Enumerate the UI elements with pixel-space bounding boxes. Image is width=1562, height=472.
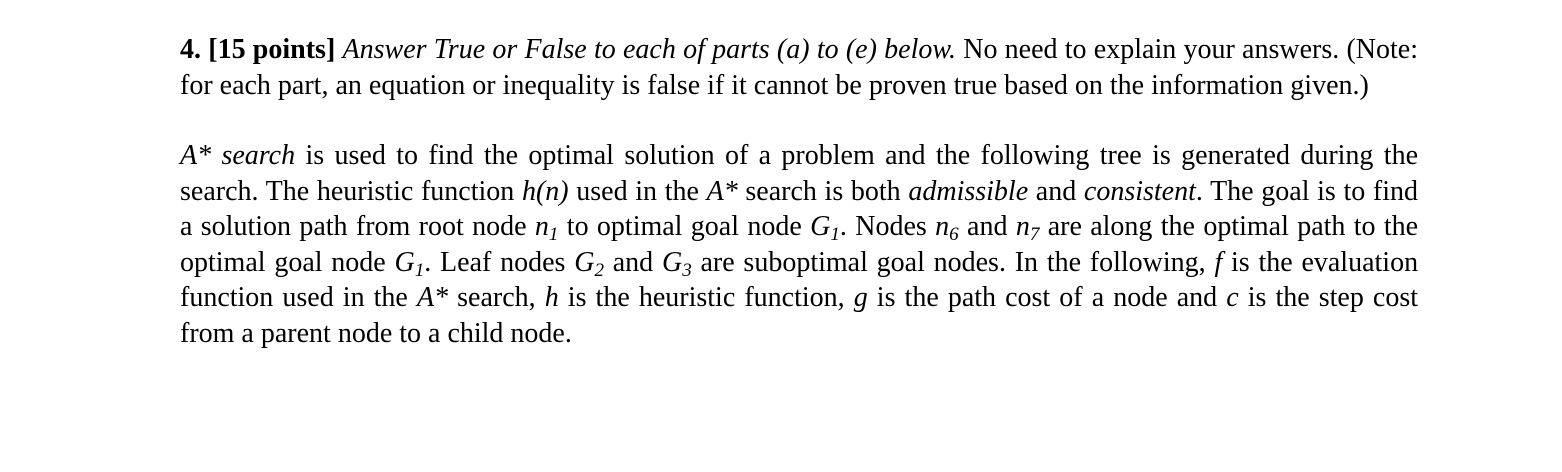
astar-search-term: A* search [180,140,296,171]
var-h: h [544,282,559,313]
goal-node-g1 [394,246,425,281]
var-g: G [574,246,595,278]
var-n: n [1015,211,1030,242]
text-run: are along the optimal path to the optimal goal node [180,211,1419,278]
note-text: (Note: for each part, an equation or inequality is false if it cannot be proven true based on the information given.) [180,34,1419,101]
var-g: G [394,246,415,278]
var-f: f [1214,246,1223,278]
subscript: 7 [1029,223,1040,245]
subscript: 1 [548,223,559,245]
text-run: to optimal goal node [566,211,802,242]
astar-term: A* [416,282,449,313]
var-n: n [534,211,549,242]
text-run: is the evaluation function used in the [180,246,1419,313]
text-run: are suboptimal goal nodes. In the following, [700,246,1206,278]
text-run: . Nodes [839,211,927,242]
text-run: used in the [576,175,699,207]
consistent-term: consistent [1083,175,1196,207]
heuristic-hn: h(n) [521,175,569,207]
text-run: is the step cost from a parent node to a child node. [180,282,1419,349]
node-n6 [935,211,959,245]
text-run: search, [457,282,536,313]
admissible-term: admissible [908,175,1029,207]
astar-term: A* [706,175,738,207]
subscript: 2 [594,259,604,281]
question-intro [180,32,1418,103]
instruction-text: Answer True or False to each of parts (a) to (e) below. [342,34,956,65]
text-run: is the heuristic function, [567,282,845,313]
subscript: 3 [682,259,692,281]
problem-description [180,138,1418,351]
goal-node-g2 [574,246,604,281]
no-explain-text: No need to explain your answers. [963,34,1340,65]
text-run: and [612,246,654,278]
subscript: 1 [830,223,840,245]
question-heading: 4. [15 points] [180,34,336,65]
document-page [180,32,1418,351]
text-run: is used to find the optimal solution of a problem and the following tree is generated during the search. The heuristic function [180,140,1418,207]
subscript: 1 [414,259,425,281]
node-n7 [1015,211,1040,245]
var-g: G [661,246,683,278]
text-run: . Leaf nodes [424,246,566,278]
goal-node-g1 [810,211,840,245]
text-run: and [967,211,1008,242]
node-n1 [534,211,559,245]
subscript: 6 [949,223,959,245]
paragraph-gap [180,103,1418,138]
text-run: . The goal is to find a solution path from root node [180,175,1419,242]
var-n: n [935,211,950,242]
goal-node-g3 [661,246,692,281]
var-c: c [1226,282,1239,313]
text-run: search is both [745,175,901,207]
text-run: is the path cost of a node and [876,282,1218,313]
text-run: and [1035,175,1077,207]
var-g: G [810,211,831,242]
var-g-path-cost: g [853,282,868,313]
